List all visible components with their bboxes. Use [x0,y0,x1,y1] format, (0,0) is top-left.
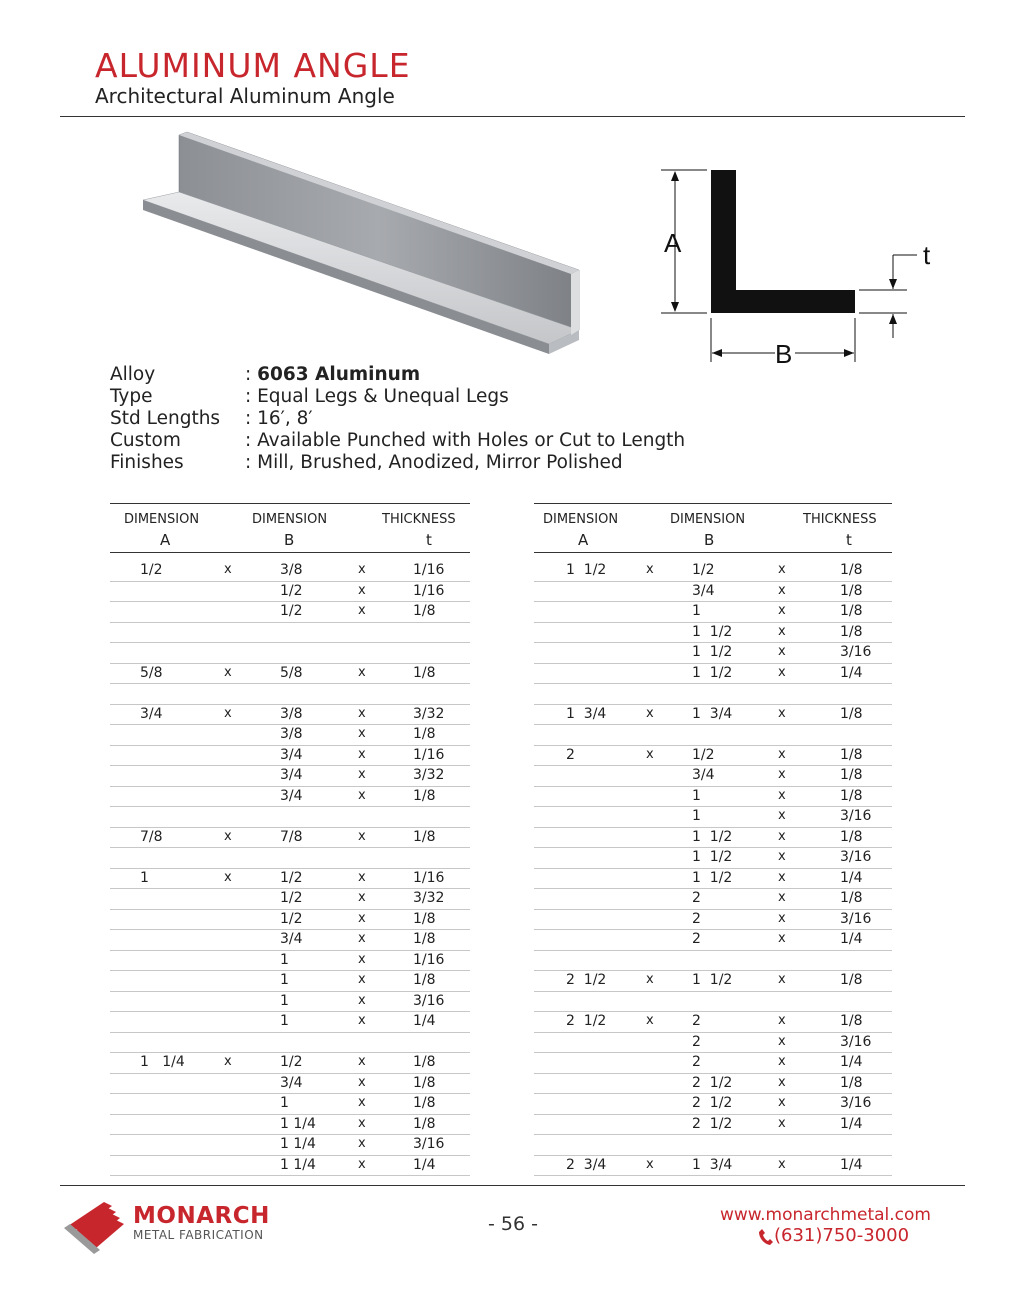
table-row [534,746,892,767]
table-cell: 1 1/2 [692,828,733,845]
table-cell: 1/8 [840,787,863,804]
table-cell: x [778,582,786,598]
table-cell: 1/2 [280,582,303,599]
table-cell: x [358,910,366,926]
table-cell: x [224,869,232,885]
table-row [534,992,892,1013]
table-cell: x [778,1074,786,1090]
table-cell: 1/2 [280,869,303,886]
table-cell: 2 [692,890,701,906]
table-cell: 3/4 [280,931,303,947]
table-cell: 1 1/2 [692,644,733,660]
table-cell: 1/2 [280,1054,303,1070]
table-row [110,643,470,664]
table-cell: 1/4 [840,1115,863,1132]
table-row [110,1156,470,1177]
table-row [110,930,470,951]
table-cell: 1/2 [280,910,303,927]
table-cell: x [778,562,786,577]
table-cell: x [358,828,366,844]
table-cell: 5/8 [140,664,163,681]
table-row [110,1115,470,1136]
table-cell: 3/4 [280,746,303,763]
table-cell: 1/16 [413,746,445,763]
table-cell: 2 [566,746,575,763]
table-cell: 1/8 [413,603,436,619]
table-cell: 3/16 [413,992,445,1009]
label-t: t [923,240,931,270]
table-cell: x [358,931,366,946]
table-cell: x [778,849,786,864]
table-cell: 5/8 [280,664,303,681]
table-cell: x [778,931,786,946]
table-row [110,602,470,623]
table-cell: x [646,705,654,721]
table-cell: x [358,746,366,762]
table-row [534,1074,892,1095]
table-cell: 1 1/2 [692,664,733,681]
table-row [110,807,470,828]
table-row [110,787,470,808]
table-cell: 1/8 [840,972,863,988]
spec-label: Type [110,386,153,407]
table-row [110,684,470,705]
table-row [110,848,470,869]
table-row [534,1033,892,1054]
table-cell: 1/8 [840,623,863,640]
table-cell: x [358,1095,366,1110]
table-cell: 2 3/4 [566,1156,607,1173]
right-dimension-table [534,503,892,1176]
table-cell: x [778,1156,786,1172]
table-row [534,1115,892,1136]
table-cell: x [224,1054,232,1069]
table-row [534,910,892,931]
table-row [534,1156,892,1177]
table-cell: 1/8 [413,726,436,742]
table-cell: x [778,1115,786,1131]
table-cell: x [778,644,786,659]
spec-value-text: : [245,364,258,385]
table-cell: 2 1/2 [692,1115,733,1132]
table-cell: x [646,562,654,577]
table-cell: x [358,582,366,598]
table-row [110,828,470,849]
table-row [534,561,892,582]
table-cell: 2 [692,1033,701,1050]
column-symbol: B [284,531,295,549]
table-cell: 3/8 [280,562,303,578]
table-cell: 3/16 [840,849,872,865]
table-row [534,1094,892,1115]
column-symbol: A [578,531,589,549]
table-row [534,766,892,787]
table-row [534,930,892,951]
table-cell: 1 [140,869,149,886]
table-cell: 1 1/4 [280,1136,316,1152]
table-cell: 7/8 [140,828,163,845]
table-row [110,1033,470,1054]
table-cell: 1 3/4 [692,705,733,722]
table-cell: 1/8 [840,1013,863,1029]
spec-value [245,452,623,473]
table-row [534,828,892,849]
table-row [110,1012,470,1033]
table-cell: 1/8 [840,582,863,599]
table-cell: x [778,623,786,639]
table-row [534,951,892,972]
table-cell: 2 1/2 [692,1074,733,1091]
table-cell: x [778,767,786,782]
table-cell: 3/16 [840,910,872,927]
table-row [110,766,470,787]
spec-value [245,364,420,385]
table-cell: 1 1/4 [140,1054,185,1070]
column-symbol: B [704,531,715,549]
table-row [534,725,892,746]
table-cell: x [358,705,366,721]
table-row [534,1012,892,1033]
table-cell: 3/4 [140,705,163,722]
spec-value [245,408,313,429]
table-cell: 1/8 [413,972,436,988]
table-cell: x [358,951,366,967]
table-cell: 1/8 [413,664,436,681]
table-cell: 1/8 [413,828,436,845]
table-row [534,869,892,890]
table-cell: 1 1/4 [280,1156,316,1173]
table-row [534,807,892,828]
column-header: DIMENSION [670,512,746,527]
table-cell: 1/4 [840,869,863,886]
table-row [534,1135,892,1156]
table-row [534,664,892,685]
table-row [110,582,470,603]
monarch-logo-icon [64,1196,134,1256]
spec-value-text: : Mill, Brushed, Anodized, Mirror Polished [245,452,623,473]
table-row [110,1053,470,1074]
table-cell: 3/16 [840,1033,872,1050]
table-cell: 1 [280,1013,289,1029]
table-cell: 3/16 [840,644,872,660]
table-cell: 1/8 [413,931,436,947]
table-cell: 1 [692,787,701,804]
aluminum-angle-photo [135,130,595,370]
table-cell: 1/8 [413,1115,436,1132]
page-number: - 56 - [488,1213,538,1235]
column-symbol: A [160,531,171,549]
table-row [110,623,470,644]
table-cell: 1 1/4 [280,1115,316,1132]
spec-value [245,430,685,451]
table-row [110,1094,470,1115]
table-row [110,971,470,992]
table-cell: 1/8 [840,603,863,619]
brand-subtitle: METAL FABRICATION [133,1228,264,1242]
spec-label: Std Lengths [110,408,221,429]
table-row [534,848,892,869]
table-row [110,561,470,582]
table-cell: 2 1/2 [566,972,607,988]
table-row [534,705,892,726]
spec-row [110,452,685,474]
table-cell: x [778,828,786,844]
table-cell: 1/8 [840,705,863,722]
table-cell: x [358,767,366,782]
table-cell: x [224,562,232,577]
table-cell: 1/8 [413,1054,436,1070]
left-dimension-table [110,503,470,1176]
table-cell: 1/16 [413,869,445,886]
table-cell: 3/4 [280,767,303,783]
table-row [534,643,892,664]
table-cell: 3/32 [413,767,445,783]
table-cell: x [778,664,786,680]
table-cell: 1 1/2 [692,623,733,640]
table-cell: x [778,1013,786,1028]
label-b: B [775,339,793,369]
table-cell: 1/16 [413,951,445,968]
table-row [534,582,892,603]
table-cell: 2 [692,931,701,947]
table-cell: 1 [280,992,289,1009]
table-row [110,992,470,1013]
table-cell: x [358,1136,366,1151]
spec-value-bold: 6063 Aluminum [257,364,421,385]
table-cell: 1/2 [692,746,715,763]
angle-cross-section-diagram [655,160,945,375]
table-row [110,869,470,890]
table-cell: 1 [692,603,701,619]
column-symbol: t [846,531,852,549]
table-cell: x [778,808,786,823]
table-cell: 3/32 [413,890,445,906]
table-cell: 1/8 [840,1074,863,1091]
table-cell: 2 [692,1013,701,1029]
table-row [110,664,470,685]
table-cell: x [358,972,366,987]
spec-value-text: : Available Punched with Holes or Cut to Length [245,430,686,451]
header-divider [60,116,965,117]
table-cell: x [778,603,786,618]
table-cell: 1/8 [840,890,863,906]
spec-row [110,364,685,386]
spec-row [110,408,685,430]
table-cell: 1 [280,972,289,988]
table-cell: x [778,787,786,803]
table-cell: x [778,1054,786,1069]
column-header: THICKNESS [803,512,877,527]
table-cell: 1/4 [413,1156,436,1173]
table-row [534,971,892,992]
table-row [110,910,470,931]
table-cell: 1/4 [413,1013,436,1029]
table-row [110,1135,470,1156]
table-cell: x [778,890,786,905]
table-cell: x [224,664,232,680]
table-cell: x [358,1013,366,1028]
spec-row [110,430,685,452]
table-cell: x [224,705,232,721]
table-cell: 1/8 [840,562,863,578]
table-cell: 1/4 [840,931,863,947]
table-row [534,787,892,808]
table-cell: 3/16 [413,1136,445,1152]
column-symbol: t [426,531,432,549]
table-cell: x [358,726,366,741]
table-cell: x [224,828,232,844]
table-cell: 3/4 [692,767,715,783]
table-cell: 1/2 [140,562,163,578]
table-cell: 1/8 [413,1095,436,1111]
table-row [110,889,470,910]
table-cell: x [778,972,786,987]
table-cell: 1 1/2 [692,849,733,865]
table-cell: 2 [692,1054,701,1070]
page-title: ALUMINUM ANGLE [95,46,411,85]
column-header: THICKNESS [382,512,456,527]
footer-divider [60,1185,965,1186]
table-cell: x [358,562,366,577]
table-cell: 3/8 [280,726,303,742]
table-row [534,1053,892,1074]
table-cell: x [778,910,786,926]
table-cell: 3/4 [692,582,715,599]
table-cell: x [358,603,366,618]
table-cell: x [358,787,366,803]
label-a: A [664,228,682,258]
table-cell: 1/4 [840,664,863,681]
table-cell: 1/8 [413,1074,436,1091]
table-header [110,504,470,553]
table-cell: 1/2 [692,562,715,578]
table-cell: x [646,1013,654,1028]
table-cell: x [358,664,366,680]
table-cell: 1 1/2 [566,562,607,578]
spec-label: Custom [110,430,181,451]
table-cell: x [358,1074,366,1090]
table-cell: 3/16 [840,1095,872,1111]
spec-value [245,386,509,407]
table-cell: x [358,890,366,905]
table-cell: 1/8 [413,787,436,804]
table-cell: 1/16 [413,582,445,599]
phone-number-text: (631)750-3000 [774,1225,910,1246]
spec-value-text: : 16′, 8′ [245,408,313,429]
spec-row [110,386,685,408]
table-cell: x [778,1095,786,1110]
table-cell: 2 1/2 [692,1095,733,1111]
table-cell: 1/4 [840,1054,863,1070]
table-cell: x [358,1054,366,1069]
website-link[interactable]: www.monarchmetal.com [720,1205,931,1225]
table-row [534,684,892,705]
table-cell: 1 1/2 [692,869,733,886]
table-cell: x [646,746,654,762]
table-cell: 1 [280,1095,289,1111]
table-cell: 1 [280,951,289,968]
table-row [110,705,470,726]
column-header: DIMENSION [124,512,200,527]
l-profile-shape [711,170,855,313]
table-cell: x [778,746,786,762]
column-header: DIMENSION [543,512,619,527]
table-cell: x [646,972,654,987]
spec-value-text: : Equal Legs & Unequal Legs [245,386,509,407]
table-cell: x [646,1156,654,1172]
phone-number[interactable] [758,1225,909,1246]
table-row [110,951,470,972]
table-cell: 2 1/2 [566,1013,607,1029]
table-cell: x [778,1033,786,1049]
table-cell: x [358,869,366,885]
table-cell: 1 3/4 [692,1156,733,1173]
column-header: DIMENSION [252,512,328,527]
table-row [110,746,470,767]
table-cell: 1/8 [840,828,863,845]
table-row [534,889,892,910]
table-cell: 1/8 [413,910,436,927]
table-cell: 1/8 [840,746,863,763]
table-cell: x [358,992,366,1008]
table-cell: 2 [692,910,701,927]
table-cell: 1/16 [413,562,445,578]
table-cell: 1/2 [280,603,303,619]
table-cell: 3/4 [280,787,303,804]
table-cell: 1 [692,808,701,824]
page-subtitle: Architectural Aluminum Angle [95,84,395,108]
table-cell: x [778,869,786,885]
table-header [534,504,892,553]
table-cell: x [358,1156,366,1172]
table-cell: 1/4 [840,1156,863,1173]
table-cell: 3/32 [413,705,445,722]
table-row [110,725,470,746]
table-cell: x [778,705,786,721]
table-cell: 1/2 [280,890,303,906]
brand-name: MONARCH [133,1203,270,1229]
table-cell: 7/8 [280,828,303,845]
table-cell: 3/8 [280,705,303,722]
table-cell: 3/16 [840,808,872,824]
table-row [534,602,892,623]
table-row [534,623,892,644]
table-cell: 3/4 [280,1074,303,1091]
table-cell: x [358,1115,366,1131]
spec-label: Finishes [110,452,184,473]
table-cell: 1 1/2 [692,972,733,988]
spec-label: Alloy [110,364,156,385]
table-row [110,1074,470,1095]
table-cell: 1 3/4 [566,705,607,722]
table-cell: 1/8 [840,767,863,783]
spec-list [110,364,685,474]
